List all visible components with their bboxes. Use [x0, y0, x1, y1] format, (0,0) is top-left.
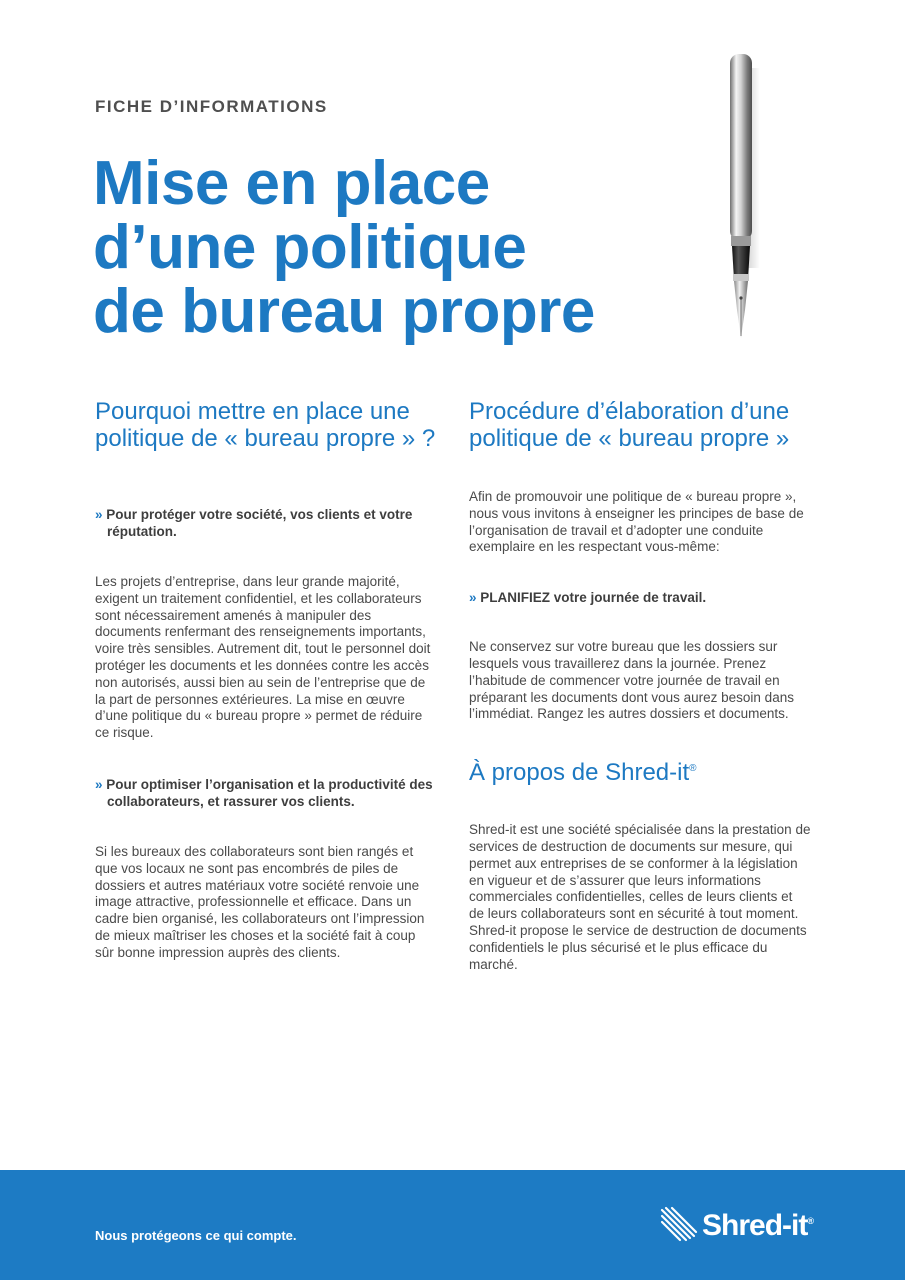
section-heading-procedure: Procédure d’élaboration d’une politique de « bureau propre » — [469, 398, 790, 452]
title-line-2: d’une politique — [93, 213, 527, 282]
logo-text: Shred-it — [702, 1209, 808, 1242]
eyebrow-label: FICHE D’INFORMATIONS — [95, 97, 328, 116]
left-column — [95, 398, 437, 962]
paragraph-confidential: Les projets d’entreprise, dans leur grande majorité, exigent un traitement confidentiel, et les collaborateurs sont nécessairement amenés à manipuler des documents renfermant des renseignements importants, voire très sensibles. Autrement dit, tout le personnel doit protéger les documents et les données contre les accès non autorisés, aussi bien au sein de l’entreprise que de la part de personnes extérieures. La mise en œuvre d’une politique du « bureau propre » permet de réduire ce risque. — [95, 574, 431, 741]
paragraph-organisation: Si les bureaux des collaborateurs sont bien rangés et que vos locaux ne sont pas encombrés de piles de dossiers et autres matériaux votre société renvoie une image attractive, professionnelle et efficace. Dans un cadre bien organisé, les collaborateurs ont l’impression de mieux maîtriser les choses et la société fait à coup sûr bonne impression auprès des clients. — [95, 843, 425, 960]
about-heading-text: À propos de Shred-it — [469, 759, 690, 787]
right-column — [469, 398, 811, 973]
shred-it-logo — [660, 1206, 840, 1246]
bullet-mark: » — [95, 776, 103, 792]
registered-mark: ® — [689, 763, 697, 775]
paragraph-intro: Afin de promouvoir une politique de « bureau propre », nous vous invitons à enseigner les principes de base de l’organisation de travail et d’adopter une conduite exemplaire en les respectant vous-même: — [469, 489, 804, 555]
bullet-mark: » — [95, 507, 103, 522]
bullet-optimise-text: Pour optimiser l’organisation et la productivité des collaborateurs, et rassurer vos clients. — [106, 776, 433, 809]
section-heading-why: Pourquoi mettre en place une politique de « bureau propre » ? — [95, 398, 436, 452]
paragraph-plan: Ne conservez sur votre bureau que les dossiers sur lesquels vous travaillerez dans la journée. Prenez l’habitude de commencer votre journée de travail en préparant les documents dont vous aurez besoin dans l’immédiat. Rangez les autres dossiers et documents. — [469, 639, 794, 722]
title-line-1: Mise en place — [93, 149, 490, 218]
bullet-optimise — [95, 776, 437, 810]
paragraph-about: Shred-it est une société spécialisée dans la prestation de services de destruction de documents sur mesure, qui permet aux entreprises de se conformer à la législation en vigueur et de s’assurer que leurs informations commerciales confidentielles, celles de leurs clients et de leurs collaborateurs sont en sécurité à tout moment. Shred-it propose le service de destruction de documents confidentiels le plus sécurisé et le plus efficace du marché. — [469, 822, 811, 972]
bullet-protect-text: Pour protéger votre société, vos clients et votre réputation. — [106, 507, 413, 539]
section-heading-about — [469, 759, 811, 786]
bullet-protect — [95, 506, 437, 540]
logo-registered-mark: ® — [807, 1216, 813, 1226]
shred-stripes-icon — [660, 1206, 700, 1246]
footer-tagline: Nous protégeons ce qui compte. — [95, 1228, 297, 1243]
bullet-mark: » — [469, 590, 477, 606]
bullet-plan — [469, 589, 811, 606]
bullet-plan-text: PLANIFIEZ votre journée de travail. — [480, 590, 707, 606]
title-line-3: de bureau propre — [93, 277, 595, 346]
fountain-pen-image — [718, 48, 768, 348]
footer-band — [0, 1170, 905, 1280]
page-title — [93, 149, 595, 346]
logo-wordmark — [702, 1209, 813, 1243]
